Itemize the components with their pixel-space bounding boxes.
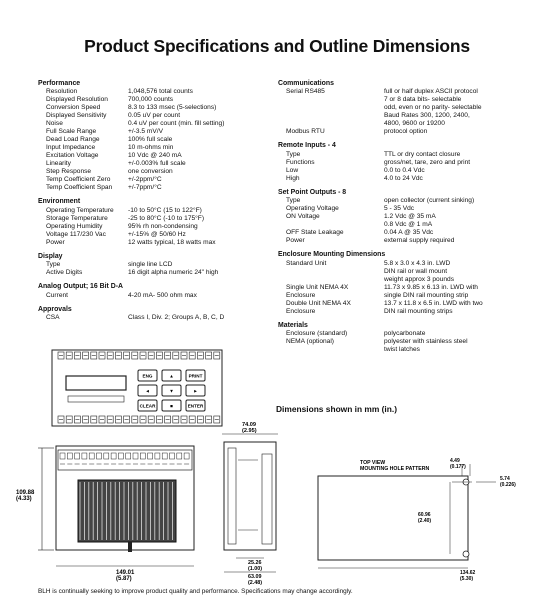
spec-row xyxy=(38,223,266,231)
spec-label: Input Impedance xyxy=(46,144,96,152)
spec-row xyxy=(278,338,518,354)
spec-value: +/-3.5 mV/V xyxy=(128,128,163,136)
spec-value: open collector (current sinking) xyxy=(384,197,475,205)
spec-value: TTL or dry contact closure xyxy=(384,150,461,158)
spec-row xyxy=(278,159,518,167)
mounting-hole xyxy=(463,551,469,557)
spec-label: Type xyxy=(286,150,301,158)
hole-diameter-label: 5.74 (0.226) xyxy=(500,476,516,488)
spec-value: 0.4 uV per count (min. fill setting) xyxy=(128,120,225,128)
terminal-screw xyxy=(82,453,87,459)
lcd-window xyxy=(66,376,126,390)
spec-row xyxy=(38,314,266,322)
spec-value: +/-2ppm/°C xyxy=(128,176,162,184)
spec-value: single DIN rail mounting strip xyxy=(384,291,469,299)
front-panel-drawing xyxy=(50,342,230,442)
spec-row xyxy=(278,205,518,213)
spec-row xyxy=(278,308,518,316)
spec-section xyxy=(278,80,518,136)
keypad-button[interactable] xyxy=(138,370,157,381)
spec-label: Operating Temperature xyxy=(46,206,114,214)
keypad-button[interactable] xyxy=(162,370,181,381)
spec-label: Modbus RTU xyxy=(286,128,325,136)
svg-text:►: ► xyxy=(193,388,198,394)
spec-row xyxy=(278,151,518,159)
spec-label: Enclosure xyxy=(286,307,316,315)
spec-row xyxy=(278,229,518,237)
keypad-button[interactable] xyxy=(162,400,181,411)
spec-section xyxy=(278,322,518,354)
spec-value: 13.7 x 11.8 x 6.5 in. LWD with two xyxy=(384,299,483,307)
spec-value: 1,048,576 total counts xyxy=(128,88,193,96)
spec-row xyxy=(38,96,266,104)
spec-row xyxy=(38,144,266,152)
keypad-button[interactable] xyxy=(186,385,205,396)
spec-section xyxy=(38,283,266,299)
height-dim-label: 109.88 (4.33) xyxy=(16,490,35,502)
terminal-screw xyxy=(184,453,189,459)
svg-text:ENTER: ENTER xyxy=(187,403,204,409)
spec-row xyxy=(278,128,518,136)
spec-label: Temp Coefficient Zero xyxy=(46,176,111,184)
top-view-outline xyxy=(318,476,468,560)
svg-text:CLEAR: CLEAR xyxy=(139,403,156,409)
keypad-button[interactable] xyxy=(138,400,157,411)
keypad-button[interactable] xyxy=(186,400,205,411)
spec-label: Double Unit NEMA 4X xyxy=(286,299,351,307)
spec-section-heading: Analog Output; 16 Bit D-A xyxy=(38,283,123,291)
spec-label: Serial RS485 xyxy=(286,88,325,96)
spec-value: gross/net, tare, zero and print xyxy=(384,158,471,166)
spec-label: Voltage 117/230 Vac xyxy=(46,230,106,238)
spec-row xyxy=(38,231,266,239)
keypad xyxy=(138,370,205,411)
spec-label: Power xyxy=(46,238,65,246)
spec-label: Power xyxy=(286,237,305,245)
spec-label: Type xyxy=(286,197,301,205)
svg-text:▼: ▼ xyxy=(169,388,174,394)
spec-row xyxy=(38,128,266,136)
svg-text:■: ■ xyxy=(170,403,173,409)
spec-value: 0.0 to 0.4 Vdc xyxy=(384,166,425,174)
spec-section xyxy=(278,189,518,245)
keypad-button[interactable] xyxy=(138,385,157,396)
top-view-label: TOP VIEW MOUNTING HOLE PATTERN xyxy=(360,460,430,472)
spec-value: -25 to 80°C (-10 to 175°F) xyxy=(128,214,205,222)
spec-value: 8.3 to 133 msec (5-selections) xyxy=(128,104,217,112)
spec-section xyxy=(278,142,518,182)
spec-row xyxy=(278,330,518,338)
spec-label: Temp Coefficient Span xyxy=(46,184,113,192)
spec-value: polycarbonate xyxy=(384,330,426,338)
keypad-button[interactable] xyxy=(162,385,181,396)
terminal-screw xyxy=(75,453,80,459)
spec-value: 16 digit alpha numeric 24" high xyxy=(128,269,219,277)
spec-value: protocol option xyxy=(384,128,428,136)
spec-label: Enclosure (standard) xyxy=(286,330,348,338)
spec-value: +/-7ppm/°C xyxy=(128,184,162,192)
spec-row xyxy=(278,175,518,183)
spec-row xyxy=(38,160,266,168)
spec-row xyxy=(38,112,266,120)
terminal-screw xyxy=(140,453,145,459)
terminal-screw xyxy=(148,453,153,459)
spec-row xyxy=(278,260,518,284)
spec-section-heading: Display xyxy=(38,252,63,260)
spec-label: Resolution xyxy=(46,88,78,96)
spec-label: Low xyxy=(286,166,299,174)
top-view-drawing xyxy=(300,454,530,590)
spec-section-heading: Remote Inputs - 4 xyxy=(278,142,336,150)
spec-label: Dead Load Range xyxy=(46,136,100,144)
spec-value: 5.8 x 3.0 x 4.3 in. LWD DIN rail or wall mount weight approx 3 pounds xyxy=(384,259,455,283)
spec-row xyxy=(278,300,518,308)
spec-column-right xyxy=(278,80,518,360)
spec-value: 1.2 Vdc @ 35 mA 0.8 Vdc @ 1 mA xyxy=(384,213,436,229)
spec-label: Step Response xyxy=(46,168,92,176)
spec-row xyxy=(278,88,518,128)
spec-row xyxy=(38,261,266,269)
spec-section-heading: Materials xyxy=(278,321,308,329)
spec-value: single line LCD xyxy=(128,261,173,269)
spec-label: Standard Unit xyxy=(286,259,327,267)
page-title: Product Specifications and Outline Dimensions xyxy=(84,36,470,56)
spec-row xyxy=(38,207,266,215)
terminal-screw xyxy=(118,453,123,459)
keypad-button[interactable] xyxy=(186,370,205,381)
spec-section xyxy=(38,306,266,322)
spec-label: Operating Humidity xyxy=(46,222,103,230)
terminal-screw xyxy=(170,453,175,459)
spec-label: Noise xyxy=(46,120,63,128)
spec-section xyxy=(38,198,266,246)
width-dim-label: 149.01 (5.87) xyxy=(116,570,135,582)
spec-row xyxy=(38,239,266,247)
spec-label: NEMA (optional) xyxy=(286,338,335,346)
spec-label: Operating Voltage xyxy=(286,205,339,213)
spec-row xyxy=(278,167,518,175)
terminal-screw xyxy=(67,453,72,459)
spec-label: Type xyxy=(46,261,61,269)
spec-value: +/-0.003% full scale xyxy=(128,160,186,168)
terminal-screw xyxy=(162,453,167,459)
svg-text:◄: ◄ xyxy=(145,388,150,394)
spec-value: 95% rh non-condensing xyxy=(128,222,198,230)
spec-label: Full Scale Range xyxy=(46,128,97,136)
spec-value: -10 to 50°C (15 to 122°F) xyxy=(128,206,202,214)
spec-value: polyester with stainless steel twist latches xyxy=(384,338,468,354)
lcd-bottom-strip xyxy=(68,396,124,402)
spec-value: full or half duplex ASCII protocol 7 or 8 data bits- selectable odd, even or no parity- selectable Baud Rates 300, 1200, 2400, 4800, 9600 or 19200 xyxy=(384,88,482,128)
spec-label: Storage Temperature xyxy=(46,214,108,222)
spec-label: OFF State Leakage xyxy=(286,229,344,237)
spec-value: 10 m-ohms min xyxy=(128,144,174,152)
spec-row xyxy=(38,136,266,144)
spec-row xyxy=(38,215,266,223)
spec-row xyxy=(38,152,266,160)
spec-label: Excitation Voltage xyxy=(46,152,99,160)
dimensions-heading: Dimensions shown in mm (in.) xyxy=(276,404,397,414)
spec-row xyxy=(278,197,518,205)
svg-text:PRINT: PRINT xyxy=(188,373,203,379)
spec-section xyxy=(38,80,266,192)
spec-value: Class I, Div. 2; Groups A, B, C, D xyxy=(128,314,225,322)
spec-label: ON Voltage xyxy=(286,213,320,221)
spec-row xyxy=(278,292,518,300)
spec-value: one conversion xyxy=(128,168,173,176)
spec-label: Active Digits xyxy=(46,269,83,277)
terminal-screw xyxy=(60,453,65,459)
spec-section xyxy=(278,251,518,315)
spec-label: Single Unit NEMA 4X xyxy=(286,283,349,291)
depth-a-dim-label: 25.26 (1.00) xyxy=(248,560,263,572)
spec-section-heading: Set Point Outputs - 8 xyxy=(278,188,347,196)
spec-value: 5 - 35 Vdc xyxy=(384,205,415,213)
spec-row xyxy=(38,269,266,277)
spec-section xyxy=(38,253,266,277)
terminal-screw xyxy=(133,453,138,459)
spec-section-heading: Communications xyxy=(278,80,334,87)
svg-text:ENG: ENG xyxy=(142,373,153,379)
spec-row xyxy=(38,292,266,300)
side-view-drawing xyxy=(218,420,290,588)
spec-row xyxy=(278,237,518,245)
spec-label: Linearity xyxy=(46,160,71,168)
spec-label: Enclosure xyxy=(286,291,316,299)
spec-label: CSA xyxy=(46,314,60,322)
spec-label: High xyxy=(286,174,300,182)
terminal-screw xyxy=(177,453,182,459)
spec-label: Current xyxy=(46,291,68,299)
spec-column-left xyxy=(38,80,266,328)
terminal-screw xyxy=(104,453,109,459)
terminal-screw xyxy=(155,453,160,459)
terminal-screw xyxy=(89,453,94,459)
spec-value: 12 watts typical, 18 watts max xyxy=(128,238,216,246)
spec-label: Functions xyxy=(286,158,315,166)
spec-value: external supply required xyxy=(384,237,455,245)
footer-note: BLH is continually seeking to improve product quality and performance. Specifications may change accordingly. xyxy=(38,588,353,595)
spec-row xyxy=(38,104,266,112)
spec-label: Conversion Speed xyxy=(46,104,101,112)
spec-value: 100% full scale xyxy=(128,136,173,144)
spec-value: 4-20 mA- 500 ohm max xyxy=(128,291,197,299)
spec-section-heading: Performance xyxy=(38,80,81,87)
elevation-heatsink xyxy=(78,480,176,542)
front-elevation-drawing xyxy=(12,444,198,586)
spec-value: 0.04 A @ 35 Vdc xyxy=(384,229,434,237)
terminal-screw xyxy=(97,453,102,459)
spec-value: 0.05 uV per count xyxy=(128,112,181,120)
spec-row xyxy=(278,213,518,229)
hole-spacing-label: 60.96 (2.40) xyxy=(418,512,432,524)
spec-value: DIN rail mounting strips xyxy=(384,307,453,315)
hole-offset-label: 4.49 (0.177) xyxy=(450,458,466,470)
spec-label: Displayed Sensitivity xyxy=(46,112,107,120)
svg-text:▲: ▲ xyxy=(169,373,174,379)
spec-value: 4.0 to 24 Vdc xyxy=(384,174,423,182)
din-rail-foot xyxy=(128,542,132,552)
spec-row xyxy=(38,120,266,128)
terminal-screw xyxy=(126,453,131,459)
spec-section-heading: Environment xyxy=(38,198,81,206)
spec-value: 10 Vdc @ 240 mA xyxy=(128,152,182,160)
depth-top-dim-label: 74.09 (2.95) xyxy=(242,422,257,434)
spec-label: Displayed Resolution xyxy=(46,96,108,104)
terminal-screw xyxy=(111,453,116,459)
depth-b-dim-label: 63.09 (2.48) xyxy=(248,574,263,586)
overall-length-label: 134.62 (5.30) xyxy=(460,570,476,582)
spec-section-heading: Enclosure Mounting Dimensions xyxy=(278,251,386,259)
spec-value: 11.73 x 9.85 x 6.13 in. LWD with xyxy=(384,283,478,291)
spec-row xyxy=(38,88,266,96)
spec-section-heading: Approvals xyxy=(38,305,72,313)
spec-row xyxy=(38,184,266,192)
spec-value: 700,000 counts xyxy=(128,96,174,104)
spec-row xyxy=(278,284,518,292)
spec-value: +/-15% @ 50/60 Hz xyxy=(128,230,186,238)
